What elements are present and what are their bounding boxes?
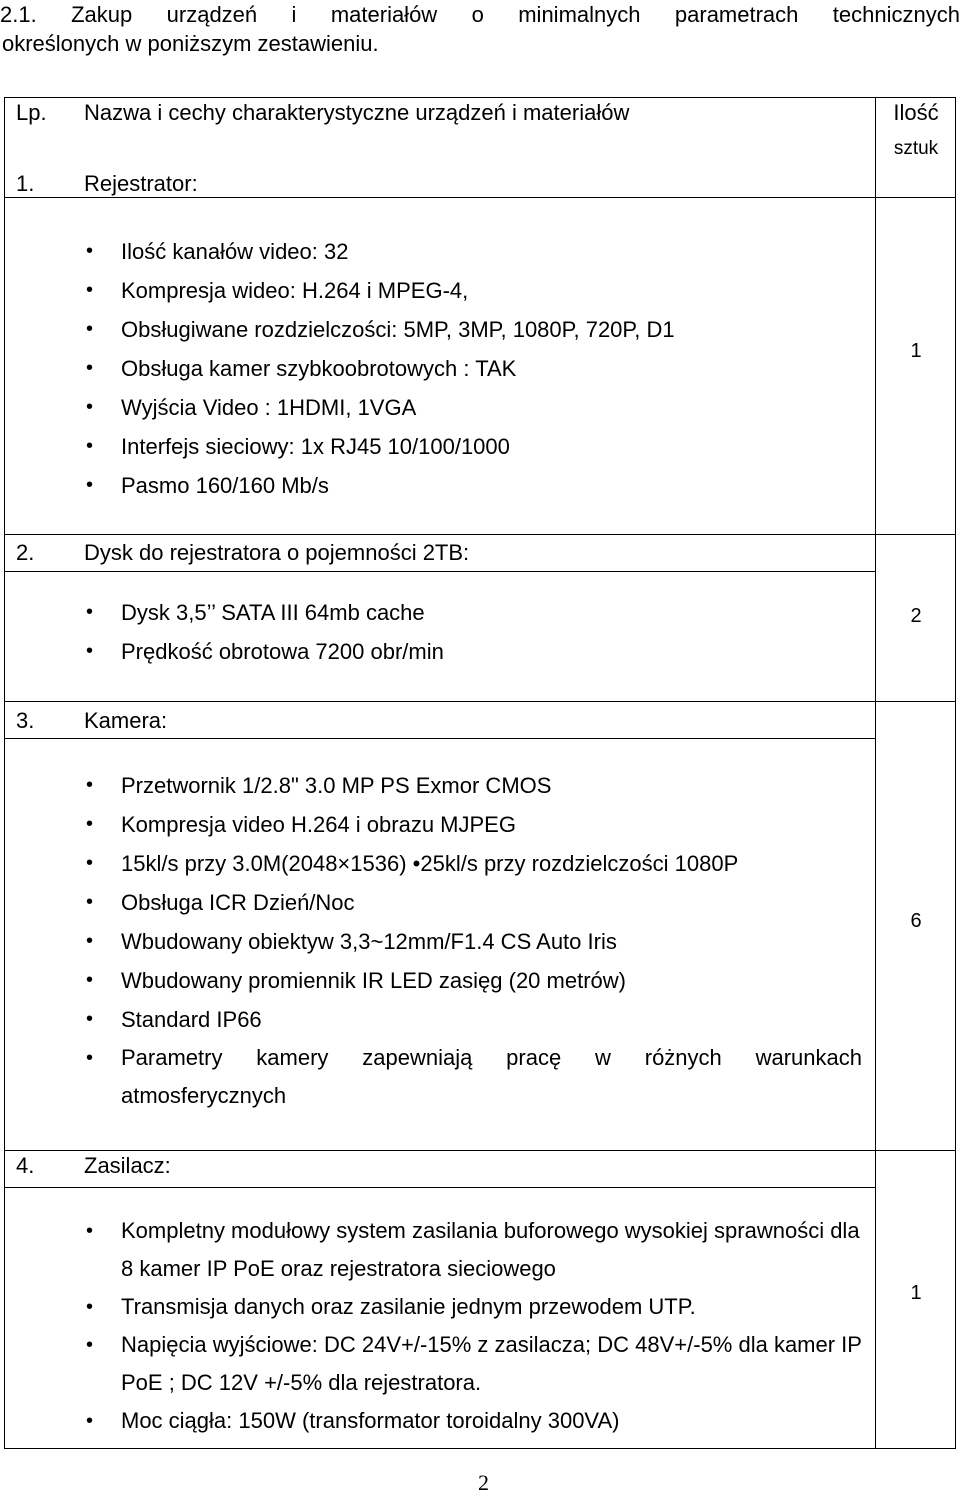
list-item: • Transmisja danych oraz zasilanie jednym przewodem UTP.: [72, 1288, 862, 1326]
page-number: 2: [478, 1470, 489, 1495]
section-1-items: [72, 232, 870, 505]
list-item: • Kompresja video H.264 i obrazu MJPEG: [72, 805, 862, 844]
section-4-lp: 4.: [16, 1153, 35, 1178]
list-item: • Standard IP66: [72, 1000, 862, 1039]
list-item: • Wyjścia Video : 1HDMI, 1VGA: [72, 388, 862, 427]
section-2-lp: 2.: [16, 540, 35, 565]
section-3-lp: 3.: [16, 708, 35, 733]
header-lp-text: Lp.: [16, 100, 47, 125]
list-item-justified: [72, 1039, 862, 1115]
intro-line-2: określonych w poniższym zestawieniu.: [2, 31, 379, 56]
section-1-title: Rejestrator:: [84, 171, 198, 196]
section-3-items: [72, 766, 870, 1115]
list-item: • Obsługiwane rozdzielczości: 5MP, 3MP, 1080P, 720P, D1: [72, 310, 862, 349]
list-item: • Kompletny modułowy system zasilania buforowego wysokiej sprawności dla 8 kamer IP PoE oraz rejestratora sieciowego: [72, 1212, 862, 1288]
justified-first-line: • Parametry kamery zapewniają pracę w różnych warunkach: [121, 1045, 862, 1070]
list-item: • Kompresja wideo: H.264 i MPEG-4,: [72, 271, 862, 310]
intro-word: i: [291, 2, 297, 27]
header-qty-unit-text: sztuk: [893, 138, 939, 159]
section-1-qty: 1: [910, 340, 922, 362]
section-3-title: Kamera:: [84, 708, 168, 733]
intro-word: parametrach: [674, 2, 799, 27]
list-item: • Przetwornik 1/2.8" 3.0 MP PS Exmor CMOS: [72, 766, 862, 805]
intro-word: technicznych: [832, 2, 960, 27]
list-item: • Obsługa ICR Dzień/Noc: [72, 883, 862, 922]
section-4-title: Zasilacz:: [84, 1153, 171, 1178]
list-item: • Wbudowany obiektyw 3,3~12mm/F1.4 CS Auto Iris: [72, 922, 862, 961]
intro-word: minimalnych: [518, 2, 641, 27]
list-item: • Moc ciągła: 150W (transformator toroidalny 300VA): [72, 1402, 862, 1440]
section-3-qty: 6: [910, 910, 922, 932]
intro-word: Zakup: [71, 2, 133, 27]
list-item: • Obsługa kamer szybkoobrotowych : TAK: [72, 349, 862, 388]
justified-continuation: atmosferycznych: [121, 1083, 287, 1108]
list-item: • Prędkość obrotowa 7200 obr/min: [72, 632, 862, 671]
intro-word: materiałów: [330, 2, 438, 27]
list-item: • Pasmo 160/160 Mb/s: [72, 466, 862, 505]
section-1-lp: 1.: [16, 171, 35, 196]
section-4-items: [72, 1212, 870, 1440]
intro-word: 2.1.: [0, 2, 37, 27]
section-4-qty: 1: [910, 1282, 922, 1304]
intro-word: urządzeń: [166, 2, 258, 27]
list-item: • 15kl/s przy 3.0M(2048×1536) •25kl/s przy rozdzielczości 1080P: [72, 844, 862, 883]
list-item: • Napięcia wyjściowe: DC 24V+/-15% z zasilacza; DC 48V+/-5% dla kamer IP PoE ; DC 12V +/-5% dla rejestratora.: [72, 1326, 862, 1402]
section-2-items: [72, 593, 870, 671]
list-item: • Wbudowany promiennik IR LED zasięg (20 metrów): [72, 961, 862, 1000]
list-item: • Interfejs sieciowy: 1x RJ45 10/100/1000: [72, 427, 862, 466]
list-item: • Dysk 3,5’’ SATA III 64mb cache: [72, 593, 862, 632]
intro-line-1: [0, 0, 960, 29]
intro-text: [0, 0, 960, 58]
intro-word: o: [471, 2, 484, 27]
section-2-qty: 2: [910, 605, 922, 627]
section-2-title: Dysk do rejestratora o pojemności 2TB:: [84, 540, 470, 565]
header-qty-text: Ilość: [893, 100, 939, 125]
header-name-text: Nazwa i cechy charakterystyczne urządzeń i materiałów: [84, 100, 630, 125]
list-item: • Ilość kanałów video: 32: [72, 232, 862, 271]
